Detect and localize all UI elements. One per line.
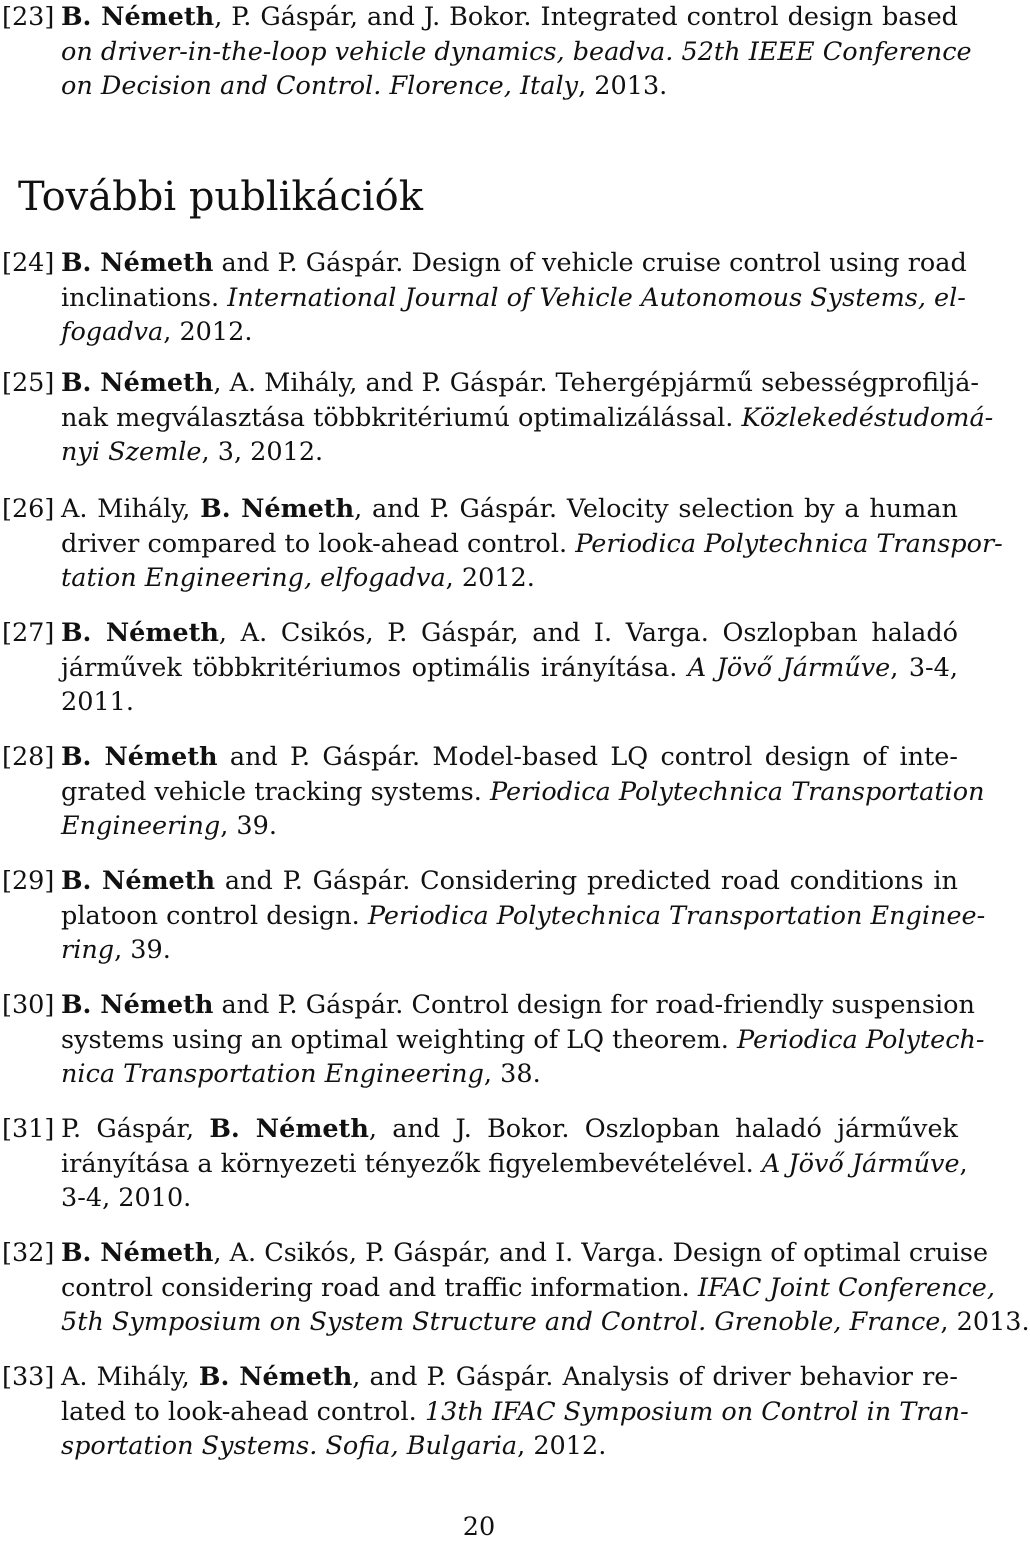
reference-number: [23] bbox=[2, 2, 55, 32]
reference-item bbox=[0, 864, 986, 968]
reference-text bbox=[61, 616, 958, 720]
citation-text: , 3-4, bbox=[890, 652, 958, 683]
reference-line bbox=[61, 527, 1003, 562]
venue-text: on Decision and Control. Florence, Italy bbox=[61, 71, 579, 101]
reference-text bbox=[61, 366, 994, 470]
citation-text: , 38. bbox=[483, 1059, 541, 1089]
reference-line bbox=[61, 1023, 985, 1058]
citation-text: and P. Gáspár. Control design for road-friendly suspension bbox=[213, 990, 975, 1020]
reference-line bbox=[61, 315, 958, 350]
author-name: B. Németh bbox=[61, 742, 218, 772]
venue-text: A Jövő Járműve bbox=[761, 1148, 960, 1179]
reference-item bbox=[0, 492, 1003, 596]
reference-line bbox=[61, 775, 985, 810]
reference-line bbox=[61, 1181, 958, 1216]
venue-text: Periodica Polytechnica Transpor- bbox=[575, 528, 1003, 559]
reference-line bbox=[61, 1360, 958, 1395]
reference-item bbox=[0, 0, 972, 104]
reference-line bbox=[61, 0, 958, 35]
reference-line bbox=[61, 401, 994, 436]
venue-text: sportation Systems. Sofia, Bulgaria bbox=[61, 1431, 518, 1461]
reference-number: [24] bbox=[2, 248, 55, 278]
reference-item bbox=[0, 246, 967, 350]
reference-line bbox=[61, 366, 980, 401]
reference-line bbox=[61, 69, 958, 104]
reference-text bbox=[61, 740, 985, 844]
author-name: B. Németh bbox=[209, 1114, 369, 1144]
citation-text: nak megválasztása többkritériumú optimalizálással. bbox=[61, 402, 742, 433]
citation-text: , 2012. bbox=[445, 563, 535, 593]
citation-text: irányítása a környezeti tényezők figyelembevételével. bbox=[61, 1148, 762, 1179]
citation-text: , bbox=[959, 1148, 968, 1179]
citation-text: , 2012. bbox=[163, 317, 253, 347]
venue-text: Periodica Polytechnica Transportation bbox=[489, 776, 985, 807]
citation-text: , P. Gáspár, and J. Bokor. Integrated control design based bbox=[214, 2, 958, 32]
reference-item bbox=[0, 988, 985, 1092]
reference-line bbox=[61, 1395, 969, 1430]
page-number: 20 bbox=[462, 1512, 496, 1542]
reference-item bbox=[0, 1360, 969, 1464]
author-name: B. Németh bbox=[61, 990, 214, 1020]
venue-text: Periodica Polytech- bbox=[736, 1024, 985, 1055]
reference-number: [33] bbox=[2, 1362, 55, 1392]
venue-text: nica Transportation Engineering bbox=[61, 1059, 484, 1089]
venue-text: nyi Szemle bbox=[61, 437, 202, 467]
citation-text: and P. Gáspár. Considering predicted road conditions in bbox=[215, 866, 958, 896]
reference-number: [28] bbox=[2, 742, 55, 772]
citation-text: , A. Csikós, P. Gáspár, and I. Varga. Design of optimal cruise bbox=[213, 1238, 989, 1268]
citation-text: and P. Gáspár. Design of vehicle cruise control using road bbox=[213, 248, 967, 278]
reference-item bbox=[0, 616, 958, 720]
citation-text: platoon control design. bbox=[61, 900, 368, 931]
citation-text: driver compared to look-ahead control. bbox=[61, 528, 576, 559]
citation-text: , and J. Bokor. Oszlopban haladó járművek bbox=[368, 1114, 958, 1144]
reference-line bbox=[61, 281, 966, 316]
citation-text: , 39. bbox=[114, 935, 171, 965]
reference-line bbox=[61, 35, 972, 70]
author-name: B. Németh bbox=[61, 618, 219, 648]
citation-text: , 2012. bbox=[517, 1431, 607, 1461]
reference-line bbox=[61, 809, 958, 844]
reference-line bbox=[61, 1147, 968, 1182]
reference-number: [27] bbox=[2, 618, 55, 648]
reference-line bbox=[61, 561, 958, 596]
author-name: B. Németh bbox=[61, 2, 215, 32]
venue-text: tation Engineering, elfogadva bbox=[61, 563, 446, 593]
reference-line bbox=[61, 246, 967, 281]
reference-line bbox=[61, 685, 958, 720]
author-name: B. Németh bbox=[61, 248, 214, 278]
reference-text bbox=[61, 246, 967, 350]
section-heading: További publikációk bbox=[18, 174, 423, 220]
reference-line bbox=[61, 492, 958, 527]
reference-number: [26] bbox=[2, 494, 55, 524]
reference-line bbox=[61, 616, 958, 651]
author-name: B. Németh bbox=[61, 1238, 214, 1268]
reference-number: [31] bbox=[2, 1114, 55, 1144]
citation-text: P. Gáspár, bbox=[61, 1114, 210, 1144]
venue-text: International Journal of Vehicle Autonomous Systems, el- bbox=[227, 282, 966, 313]
citation-text: járművek többkritériumos optimális irányítása. bbox=[61, 652, 688, 683]
citation-text: grated vehicle tracking systems. bbox=[61, 776, 490, 807]
reference-text bbox=[61, 988, 985, 1092]
citation-text: , and P. Gáspár. Analysis of driver behavior re- bbox=[352, 1362, 958, 1392]
venue-text: fogadva bbox=[61, 317, 164, 347]
citation-text: , A. Csikós, P. Gáspár, and I. Varga. Oszlopban haladó bbox=[218, 618, 958, 648]
reference-item bbox=[0, 366, 994, 470]
citation-text: , 3, 2012. bbox=[201, 437, 324, 467]
venue-text: 52th IEEE Conference bbox=[681, 36, 972, 67]
reference-number: [29] bbox=[2, 866, 55, 896]
reference-item bbox=[0, 1112, 968, 1216]
reference-line bbox=[61, 435, 958, 470]
reference-text bbox=[61, 492, 1003, 596]
reference-line bbox=[61, 651, 958, 686]
reference-line bbox=[61, 740, 958, 775]
reference-line bbox=[61, 1236, 989, 1271]
reference-text bbox=[61, 864, 986, 968]
reference-line bbox=[61, 1271, 995, 1306]
venue-text: IFAC Joint Conference, bbox=[697, 1272, 995, 1303]
venue-text: Periodica Polytechnica Transportation Enginee- bbox=[367, 900, 986, 931]
citation-text: A. Mihály, bbox=[61, 494, 201, 524]
reference-item bbox=[0, 740, 985, 844]
citation-text: 3-4, 2010. bbox=[61, 1183, 192, 1213]
venue-text: on driver-in-the-loop vehicle dynamics, beadva. bbox=[61, 36, 674, 67]
venue-text: ring bbox=[61, 935, 115, 965]
venue-text: Közlekedéstudomá- bbox=[741, 402, 994, 433]
citation-text: , and P. Gáspár. Velocity selection by a human bbox=[354, 494, 958, 524]
reference-number: [32] bbox=[2, 1238, 55, 1268]
venue-text: Engineering bbox=[61, 811, 221, 841]
venue-text: A Jövő Járműve bbox=[687, 652, 891, 683]
citation-text: A. Mihály, bbox=[61, 1362, 199, 1392]
reference-line bbox=[61, 933, 958, 968]
citation-text: , 39. bbox=[220, 811, 277, 841]
citation-text: lated to look-ahead control. bbox=[61, 1396, 425, 1427]
citation-text: , 2013. bbox=[578, 71, 668, 101]
reference-line bbox=[61, 899, 986, 934]
citation-text: 2011. bbox=[61, 687, 135, 717]
author-name: B. Németh bbox=[61, 866, 216, 896]
reference-text bbox=[61, 1360, 969, 1464]
venue-text: 13th IFAC Symposium on Control in Tran- bbox=[424, 1396, 969, 1427]
author-name: B. Németh bbox=[61, 368, 214, 398]
reference-line bbox=[61, 1112, 958, 1147]
citation-text: , A. Mihály, and P. Gáspár. Tehergépjármű sebességprofiljá- bbox=[213, 368, 980, 398]
reference-item bbox=[0, 1236, 1030, 1340]
reference-line bbox=[61, 1429, 958, 1464]
reference-text bbox=[61, 1112, 968, 1216]
citation-text: systems using an optimal weighting of LQ theorem. bbox=[61, 1024, 737, 1055]
reference-line bbox=[61, 864, 958, 899]
reference-line bbox=[61, 1057, 958, 1092]
reference-text bbox=[61, 1236, 1030, 1340]
reference-number: [25] bbox=[2, 368, 55, 398]
venue-text: 5th Symposium on System Structure and Control. Grenoble, France bbox=[61, 1307, 941, 1337]
citation-text: control considering road and traffic information. bbox=[61, 1272, 698, 1303]
author-name: B. Németh bbox=[200, 494, 355, 524]
reference-number: [30] bbox=[2, 990, 55, 1020]
reference-line bbox=[61, 1305, 1030, 1340]
reference-text bbox=[61, 0, 972, 104]
reference-line bbox=[61, 988, 975, 1023]
citation-text: inclinations. bbox=[61, 282, 228, 313]
citation-text: , 2013. bbox=[940, 1307, 1030, 1337]
citation-text: and P. Gáspár. Model-based LQ control design of inte- bbox=[217, 742, 958, 772]
author-name: B. Németh bbox=[198, 1362, 353, 1392]
